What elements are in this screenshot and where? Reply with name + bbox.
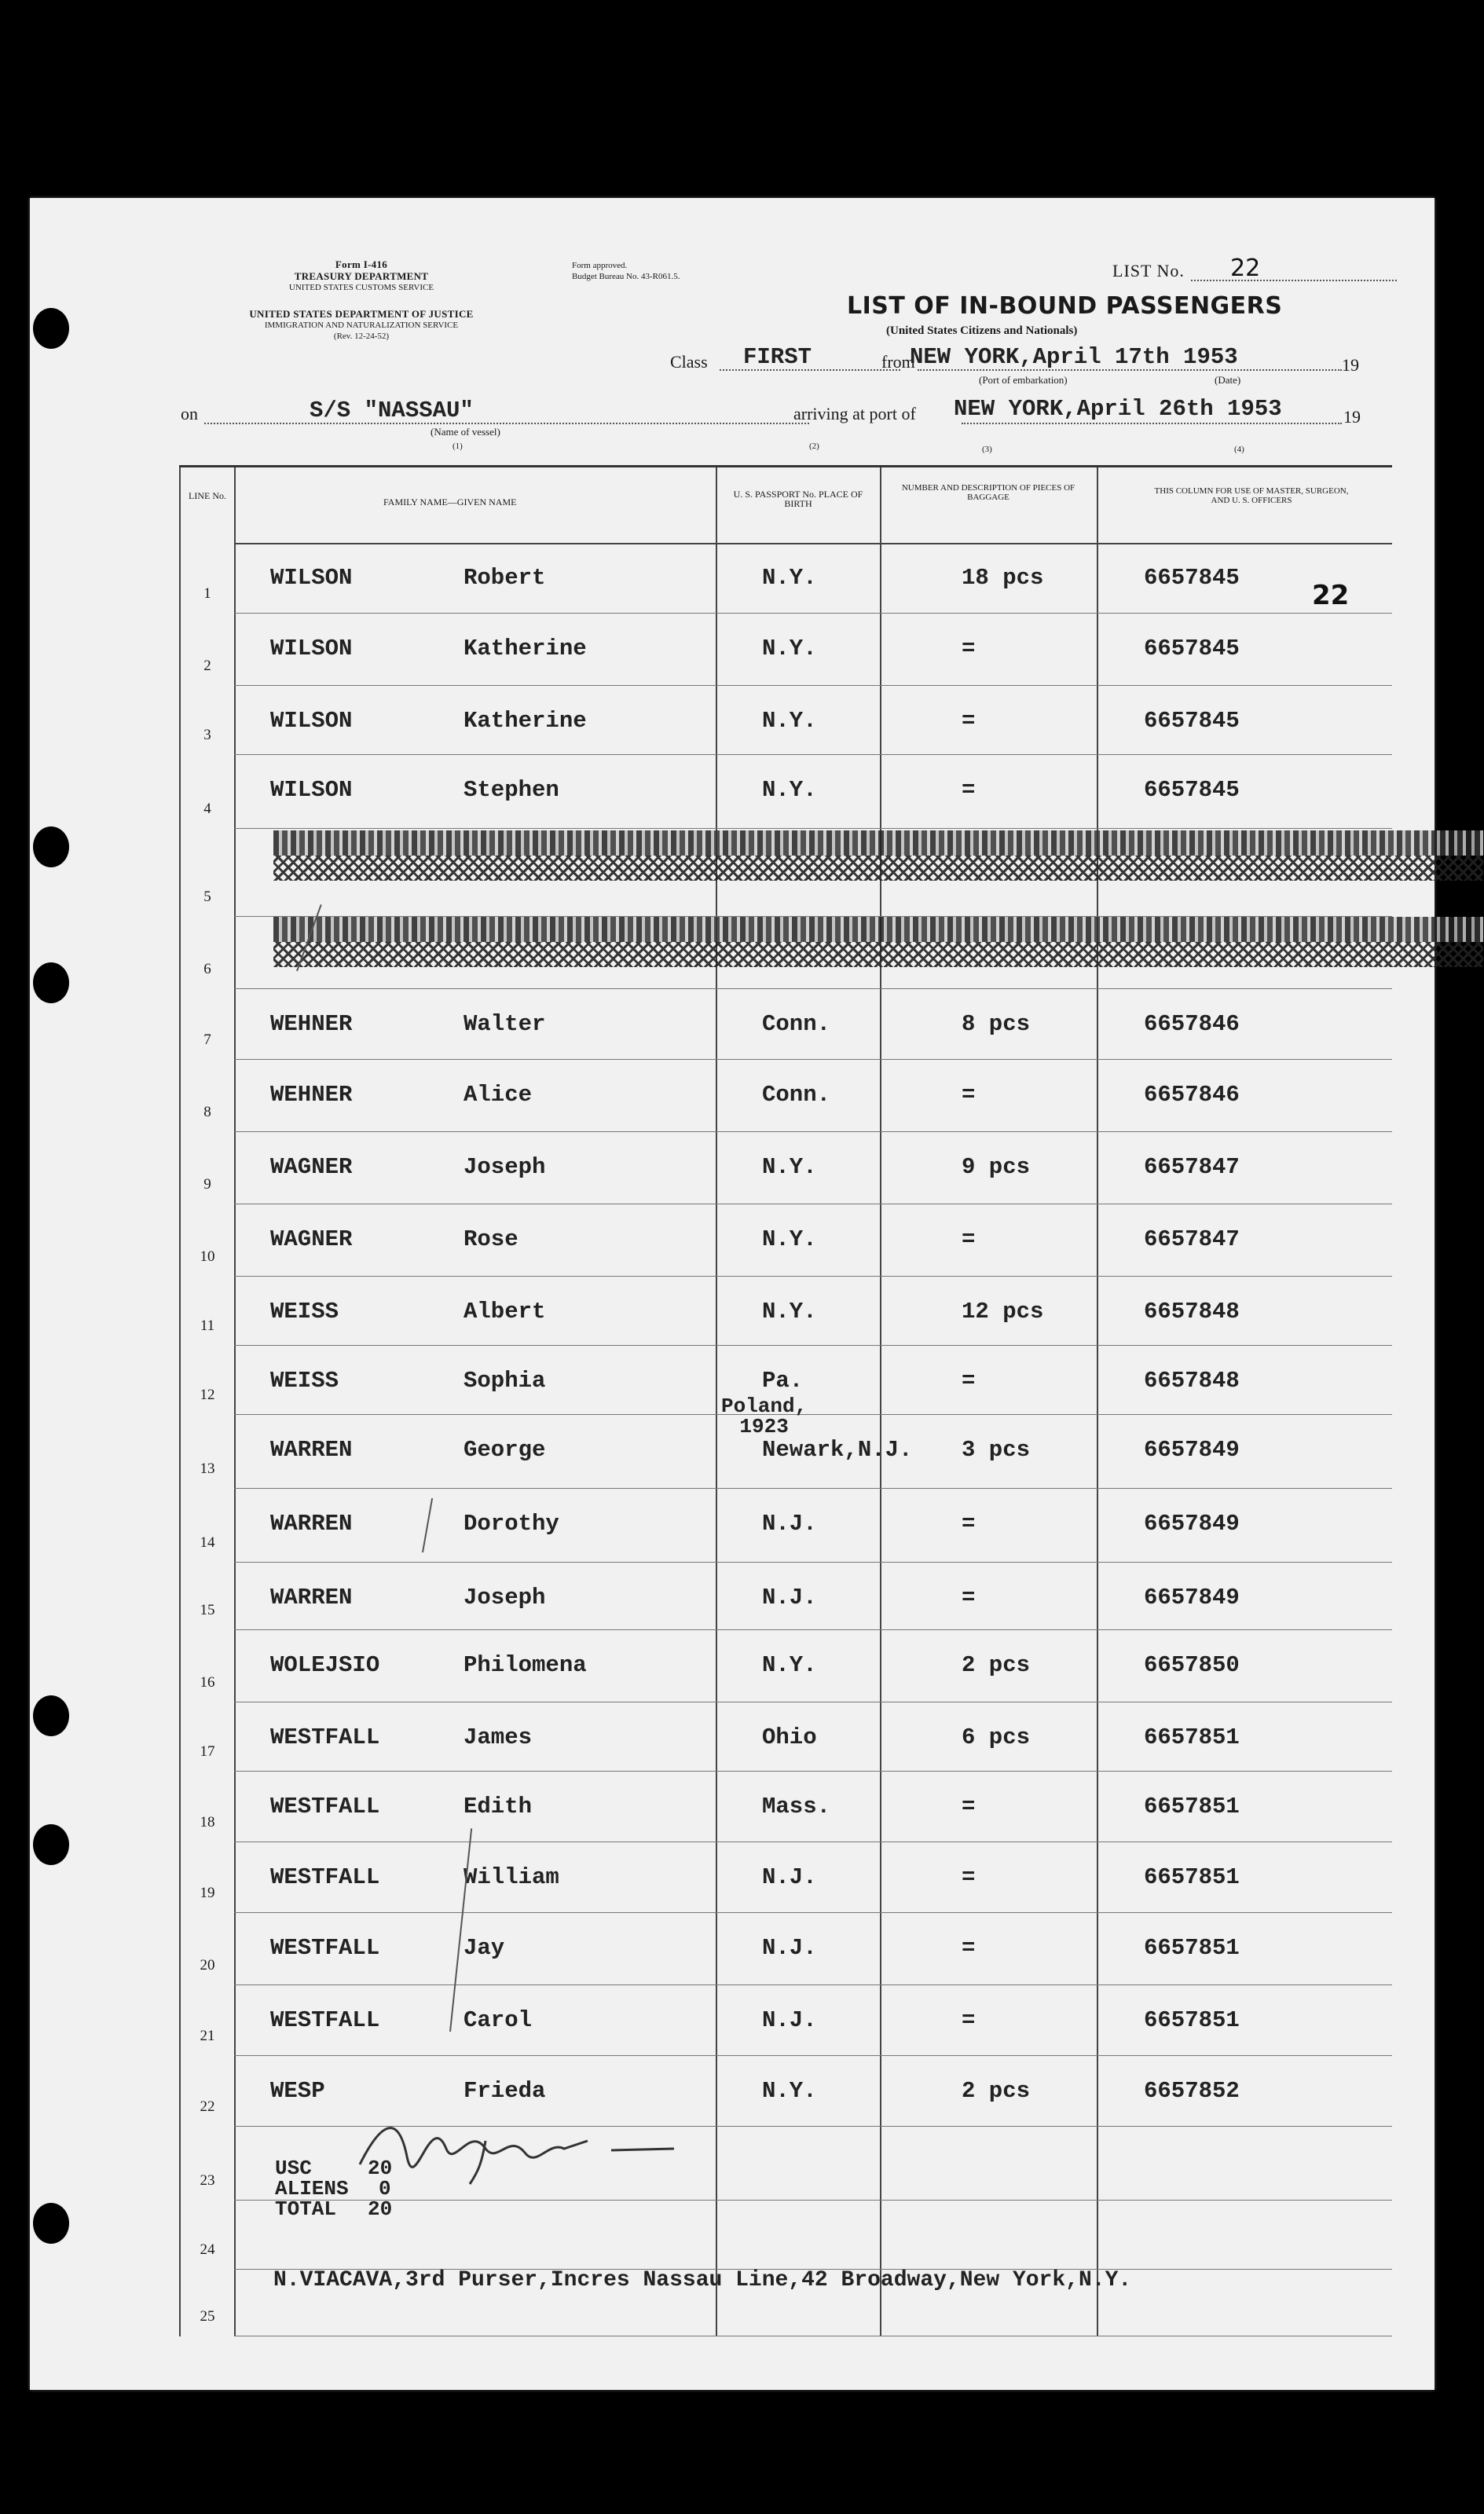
family-name: WEISS [270, 1368, 339, 1394]
baggage: = [962, 1864, 976, 1890]
given-name: George [464, 1437, 546, 1463]
date-caption: (Date) [1215, 374, 1241, 386]
family-name: WILSON [270, 565, 353, 591]
table-row [179, 1702, 1392, 1772]
struck-row-5-overlay [273, 856, 1483, 881]
family-name: WESTFALL [270, 1724, 380, 1750]
passport-number: 6657845 [1144, 636, 1240, 661]
baggage: 8 pcs [962, 1011, 1031, 1037]
col-marker-4: (4) [1234, 445, 1244, 454]
purser-signature-line: N.VIACAVA,3rd Purser,Incres Nassau Line,42 Broadway,New York,N.Y. [273, 2268, 1132, 2292]
dept-justice: UNITED STATES DEPARTMENT OF JUSTICE [249, 308, 474, 320]
vessel-name: S/S "NASSAU" [310, 398, 474, 423]
line-number: 24 [200, 2241, 215, 2258]
passport-number: 6657851 [1144, 2007, 1240, 2033]
given-name: Carol [464, 2007, 533, 2033]
family-name: WILSON [270, 708, 353, 734]
form-approved: Form approved. [572, 261, 628, 270]
line-number: 8 [203, 1104, 211, 1120]
family-name: WILSON [270, 777, 353, 803]
line-number: 21 [200, 2028, 215, 2044]
passport-number: 6657845 [1144, 708, 1240, 734]
passport-number: 6657851 [1144, 1935, 1240, 1961]
table-row [179, 1563, 1392, 1630]
line-number: 25 [200, 2308, 215, 2325]
passport-number: 6657845 [1144, 777, 1240, 803]
vessel-underline [204, 423, 809, 424]
given-name: Joseph [464, 1585, 546, 1611]
table-row [179, 686, 1392, 755]
baggage: = [962, 708, 976, 734]
struck-row-5 [273, 830, 1483, 856]
line-number: 1 [203, 585, 211, 602]
family-name: WESTFALL [270, 1935, 380, 1961]
table-row [179, 1489, 1392, 1563]
given-name: Katherine [464, 636, 587, 661]
table-row [179, 614, 1392, 686]
given-name: Albert [464, 1299, 546, 1325]
passport-number: 6657847 [1144, 1226, 1240, 1252]
passport-number: 6657851 [1144, 1794, 1240, 1820]
line-number: 5 [203, 889, 211, 905]
dept-treasury: TREASURY DEPARTMENT [294, 270, 429, 282]
line-number: 7 [203, 1032, 211, 1048]
arriving-label: arriving at port of [793, 404, 916, 423]
baggage: = [962, 2007, 976, 2033]
baggage: 2 pcs [962, 2078, 1031, 2104]
family-name: WESTFALL [270, 1794, 380, 1820]
arriving-underline [962, 423, 1342, 424]
family-name: WAGNER [270, 1154, 353, 1180]
table-row [179, 1842, 1392, 1913]
passport-number: 6657848 [1144, 1368, 1240, 1394]
line-number: 23 [200, 2172, 215, 2189]
from-value: NEW YORK,April 17th 1953 [910, 344, 1238, 370]
passport-number: 6657846 [1144, 1082, 1240, 1108]
binder-hole [33, 962, 69, 1003]
class-label: Class [670, 352, 708, 372]
table-row [179, 1985, 1392, 2056]
given-name: William [464, 1864, 559, 1890]
family-name: WEHNER [270, 1011, 353, 1037]
totals-total: 20 [368, 2197, 393, 2221]
baggage: 6 pcs [962, 1724, 1031, 1750]
given-name: James [464, 1724, 533, 1750]
list-number: 22 [1230, 255, 1261, 282]
place-of-birth: Mass. [762, 1794, 831, 1820]
table-row [179, 2201, 1392, 2270]
table-row [179, 1204, 1392, 1277]
passport-number: 6657845 [1144, 565, 1240, 591]
baggage: = [962, 1226, 976, 1252]
line-number: 2 [203, 658, 211, 674]
place-of-birth: N.Y. [762, 636, 817, 661]
baggage: = [962, 636, 976, 661]
given-name: Stephen [464, 777, 559, 803]
passport-number: 6657849 [1144, 1585, 1240, 1611]
baggage: = [962, 777, 976, 803]
family-name: WARREN [270, 1511, 353, 1537]
family-name: WILSON [270, 636, 353, 661]
header-passport: U. S. PASSPORT No. PLACE OF BIRTH [733, 489, 863, 509]
place-of-birth: Conn. [762, 1011, 831, 1037]
baggage: 3 pcs [962, 1437, 1031, 1463]
binder-hole [33, 1824, 69, 1865]
col-marker-1: (1) [453, 442, 463, 451]
table-row [179, 543, 1392, 614]
baggage: = [962, 1585, 976, 1611]
given-name: Robert [464, 565, 546, 591]
line-number: 13 [200, 1460, 215, 1477]
given-name: Rose [464, 1226, 518, 1252]
given-name: Katherine [464, 708, 587, 734]
passport-number: 6657851 [1144, 1724, 1240, 1750]
baggage: 12 pcs [962, 1299, 1044, 1325]
family-name: WEHNER [270, 1082, 353, 1108]
baggage: = [962, 1082, 976, 1108]
binder-hole [33, 2203, 69, 2244]
family-name: WARREN [270, 1585, 353, 1611]
line-number: 14 [200, 1534, 215, 1551]
header-name: FAMILY NAME—GIVEN NAME [383, 497, 517, 508]
totals-usc-label: USC [275, 2157, 312, 2180]
baggage: = [962, 1511, 976, 1537]
table-row [179, 1772, 1392, 1842]
binder-hole [33, 826, 69, 867]
customs-service: UNITED STATES CUSTOMS SERVICE [288, 283, 434, 292]
handwritten-list-number: 22 [1312, 580, 1350, 611]
line-number: 16 [200, 1674, 215, 1691]
header-baggage: NUMBER AND DESCRIPTION OF PIECES OF BAGGAGE [901, 483, 1075, 502]
arriving-value: NEW YORK,April 26th 1953 [954, 396, 1282, 422]
baggage: 18 pcs [962, 565, 1044, 591]
line-number: 4 [203, 801, 211, 817]
place-of-birth: N.J. [762, 1511, 817, 1537]
given-name: Philomena [464, 1652, 587, 1678]
passport-number: 6657852 [1144, 2078, 1240, 2104]
struck-row-6-overlay [273, 942, 1483, 967]
given-name: Jay [464, 1935, 505, 1961]
struck-row-6 [273, 917, 1483, 942]
from-year-prefix: 19 [1342, 355, 1359, 375]
family-name: WESTFALL [270, 1864, 380, 1890]
header-line-no: LINE No. [189, 490, 226, 501]
line-number: 15 [200, 1602, 215, 1618]
line-number: 17 [200, 1743, 215, 1760]
family-name: WAGNER [270, 1226, 353, 1252]
line-number: 19 [200, 1885, 215, 1901]
place-of-birth: N.J. [762, 2007, 817, 2033]
baggage: = [962, 1368, 976, 1394]
passport-number: 6657849 [1144, 1437, 1240, 1463]
binder-hole [33, 1695, 69, 1736]
line-number: 3 [203, 727, 211, 743]
baggage: 9 pcs [962, 1154, 1031, 1180]
place-of-birth: N.Y. [762, 1299, 817, 1325]
family-name: WEISS [270, 1299, 339, 1325]
line-number: 6 [203, 961, 211, 977]
table-row [179, 1913, 1392, 1985]
class-value: FIRST [743, 344, 812, 370]
given-name: Joseph [464, 1154, 546, 1180]
place-of-birth: N.Y. [762, 777, 817, 803]
port-embarkation-caption: (Port of embarkation) [979, 374, 1068, 386]
totals-aliens-label: ALIENS [275, 2177, 349, 2201]
passenger-table [179, 465, 1392, 2336]
line-number: 20 [200, 1957, 215, 1973]
place-of-birth: N.Y. [762, 708, 817, 734]
baggage: = [962, 1794, 976, 1820]
given-name: Sophia [464, 1368, 546, 1394]
passport-number: 6657848 [1144, 1299, 1240, 1325]
line-number: 18 [200, 1814, 215, 1831]
form-revision: (Rev. 12-24-52) [333, 332, 390, 341]
handwritten-signature [352, 2094, 682, 2196]
place-of-birth: Pa. [762, 1368, 804, 1394]
table-row [179, 1060, 1392, 1132]
table-row [179, 1277, 1392, 1346]
place-of-birth: N.Y. [762, 2078, 817, 2104]
budget-bureau: Budget Bureau No. 43-R061.5. [572, 272, 680, 281]
passport-number: 6657849 [1144, 1511, 1240, 1537]
place-of-birth: N.Y. [762, 1154, 817, 1180]
page-subtitle: (United States Citizens and Nationals) [886, 324, 1078, 337]
passport-number: 6657847 [1144, 1154, 1240, 1180]
passport-number: 6657851 [1144, 1864, 1240, 1890]
given-name: Walter [464, 1011, 546, 1037]
baggage: 2 pcs [962, 1652, 1031, 1678]
place-of-birth: Conn. [762, 1082, 831, 1108]
baggage: = [962, 1935, 976, 1961]
totals-aliens: 0 [379, 2177, 391, 2201]
passport-number: 6657850 [1144, 1652, 1240, 1678]
given-name: Dorothy [464, 1511, 559, 1537]
form-number: Form I-416 [335, 258, 388, 270]
place-of-birth: Newark,N.J. [762, 1437, 913, 1463]
line-number: 22 [200, 2098, 215, 2115]
passport-number: 6657846 [1144, 1011, 1240, 1037]
given-name: Frieda [464, 2078, 546, 2104]
table-row [179, 989, 1392, 1060]
col-marker-3: (3) [982, 445, 992, 454]
family-name: WARREN [270, 1437, 353, 1463]
totals-total-label: TOTAL [275, 2197, 337, 2221]
line-number: 11 [200, 1317, 215, 1334]
line-number: 10 [200, 1248, 215, 1265]
header-officers: THIS COLUMN FOR USE OF MASTER, SURGEON, AND U. S. OFFICERS [1154, 486, 1349, 505]
list-no-underline [1191, 280, 1397, 281]
table-row [179, 1132, 1392, 1204]
line-number: 12 [200, 1387, 215, 1403]
on-label: on [181, 404, 198, 423]
family-name: WESP [270, 2078, 325, 2104]
given-name: Edith [464, 1794, 533, 1820]
arriving-year-prefix: 19 [1343, 407, 1361, 427]
col-marker-2: (2) [809, 442, 819, 451]
ins-service: IMMIGRATION AND NATURALIZATION SERVICE [264, 321, 459, 330]
table-row [179, 755, 1392, 829]
place-of-birth: N.J. [762, 1585, 817, 1611]
place-of-birth: N.Y. [762, 1226, 817, 1252]
vessel-caption: (Name of vessel) [431, 426, 500, 438]
list-no-label: LIST No. [1112, 261, 1185, 280]
place-of-birth: N.J. [762, 1935, 817, 1961]
table-row [179, 1630, 1392, 1702]
place-of-birth: N.Y. [762, 565, 817, 591]
place-of-birth: N.Y. [762, 1652, 817, 1678]
family-name: WOLEJSIO [270, 1652, 380, 1678]
row13-birth-extra: Poland, 1923 [721, 1394, 808, 1438]
line-number: 9 [203, 1176, 211, 1193]
place-of-birth: Ohio [762, 1724, 817, 1750]
from-label: from [881, 352, 915, 372]
binder-hole [33, 308, 69, 349]
page-title: LIST OF IN-BOUND PASSENGERS [847, 292, 1283, 320]
place-of-birth: N.J. [762, 1864, 817, 1890]
totals-usc: 20 [368, 2157, 393, 2180]
family-name: WESTFALL [270, 2007, 380, 2033]
given-name: Alice [464, 1082, 533, 1108]
